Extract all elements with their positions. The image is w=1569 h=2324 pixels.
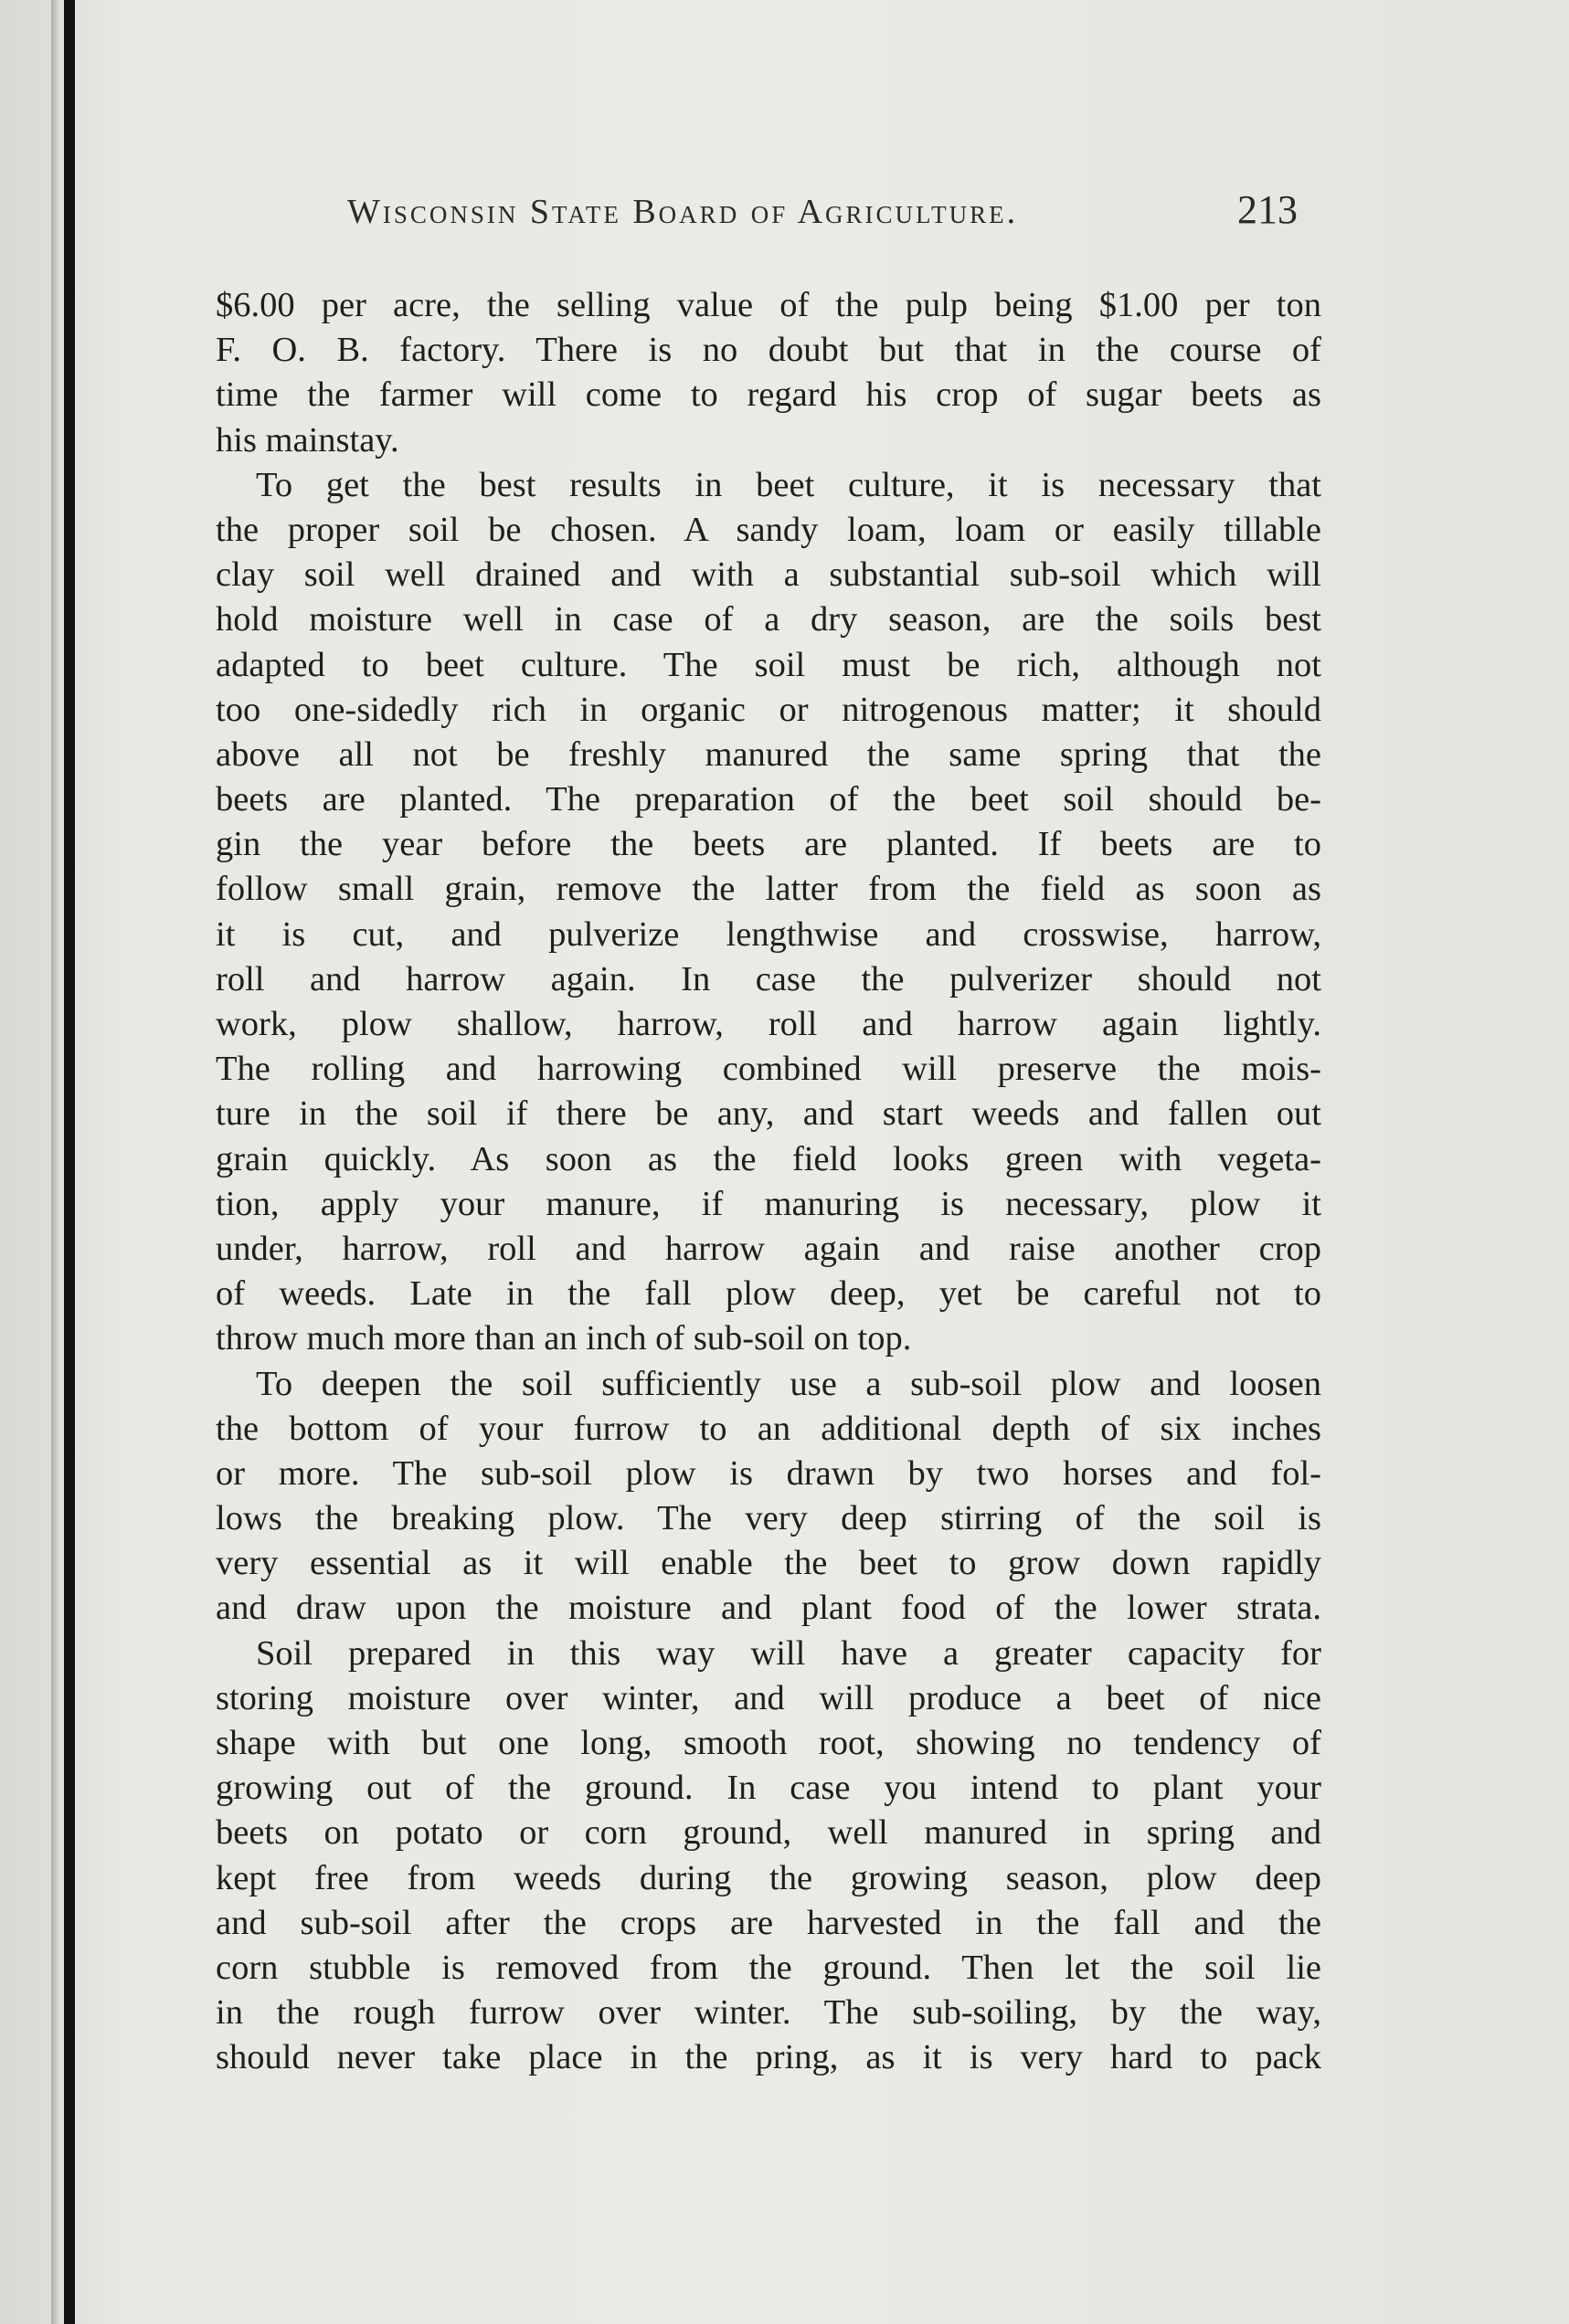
text-line: $6.00 per acre, the selling value of the pulp being $1.00 per ton [216,286,1321,324]
binding-shadow [51,0,60,2324]
text-line: growing out of the ground. In case you intend to plant your [216,1769,1321,1808]
text-line: work, plow shallow, harrow, roll and harrow again lightly. [216,1005,1321,1043]
text-line: clay soil well drained and with a substantial sub-soil which will [216,555,1321,595]
text-line: storing moisture over winter, and will produce a beet of nice [216,1678,1321,1717]
text-line: beets are planted. The preparation of the beet soil should be- [216,780,1321,819]
page-binding-edge [64,0,75,2324]
text-line: his mainstay. [216,420,399,460]
text-line: To deepen the soil sufficiently use a sub-soil plow and loosen [256,1364,1321,1403]
text-line: and sub-soil after the crops are harvested in the fall and the [216,1903,1321,1942]
text-line: To get the best results in beet culture, it is necessary that [256,465,1321,504]
text-line: The rolling and harrowing combined will preserve the mois- [216,1050,1321,1089]
text-line: F. O. B. factory. There is no doubt but that in the course of [216,331,1321,370]
text-line: above all not be freshly manured the same spring that the [216,734,1321,774]
text-line: under, harrow, roll and harrow again and raise another crop [216,1229,1321,1268]
text-line: follow small grain, remove the latter from the field as soon as [216,870,1321,909]
text-line: should never take place in the pring, as it is very hard to pack [216,2038,1321,2077]
text-line: corn stubble is removed from the ground. Then let the soil lie [216,1948,1321,1987]
text-line: roll and harrow again. In case the pulverizer should not [216,959,1321,998]
text-line: throw much more than an inch of sub-soil on top. [216,1319,912,1358]
text-line: time the farmer will come to regard his crop of sugar beets as [216,375,1321,415]
text-line: or more. The sub-soil plow is drawn by two horses and fol- [216,1453,1321,1493]
text-line: very essential as it will enable the beet to grow down rapidly [216,1544,1321,1583]
text-line: too one-sidedly rich in organic or nitrogenous matter; it should [216,690,1321,729]
text-line: the proper soil be chosen. A sandy loam, loam or easily tillable [216,510,1321,549]
text-line: tion, apply your manure, if manuring is necessary, plow it [216,1184,1321,1223]
text-line: Soil prepared in this way will have a greater capacity for [256,1633,1321,1673]
text-line: kept free from weeds during the growing season, plow deep [216,1858,1321,1897]
text-line: in the rough furrow over winter. The sub-soiling, by the way, [216,1993,1321,2033]
text-line: of weeds. Late in the fall plow deep, yet be careful not to [216,1274,1321,1314]
text-line: lows the breaking plow. The very deep stirring of the soil is [216,1499,1321,1538]
text-line: and draw upon the moisture and plant food of the lower strata. [216,1589,1321,1628]
running-title: Wisconsin State Board of Agriculture. [347,193,1019,231]
running-head [347,183,1298,238]
page-number: 213 [1237,187,1298,232]
text-line: it is cut, and pulverize lengthwise and crosswise, harrow, [216,914,1321,954]
text-line: shape with but one long, smooth root, showing no tendency of [216,1724,1321,1762]
text-line: ture in the soil if there be any, and start weeds and fallen out [216,1094,1321,1134]
text-line: gin the year before the beets are planted. If beets are to [216,825,1321,864]
text-line: the bottom of your furrow to an additional depth of six inches [216,1409,1321,1448]
text-line: hold moisture well in case of a dry season, are the soils best [216,600,1321,639]
text-line: beets on potato or corn ground, well manured in spring and [216,1813,1321,1853]
text-line: adapted to beet culture. The soil must be rich, although not [216,645,1321,684]
body-text [216,283,1321,2081]
text-line: grain quickly. As soon as the field looks green with vegeta- [216,1139,1321,1178]
